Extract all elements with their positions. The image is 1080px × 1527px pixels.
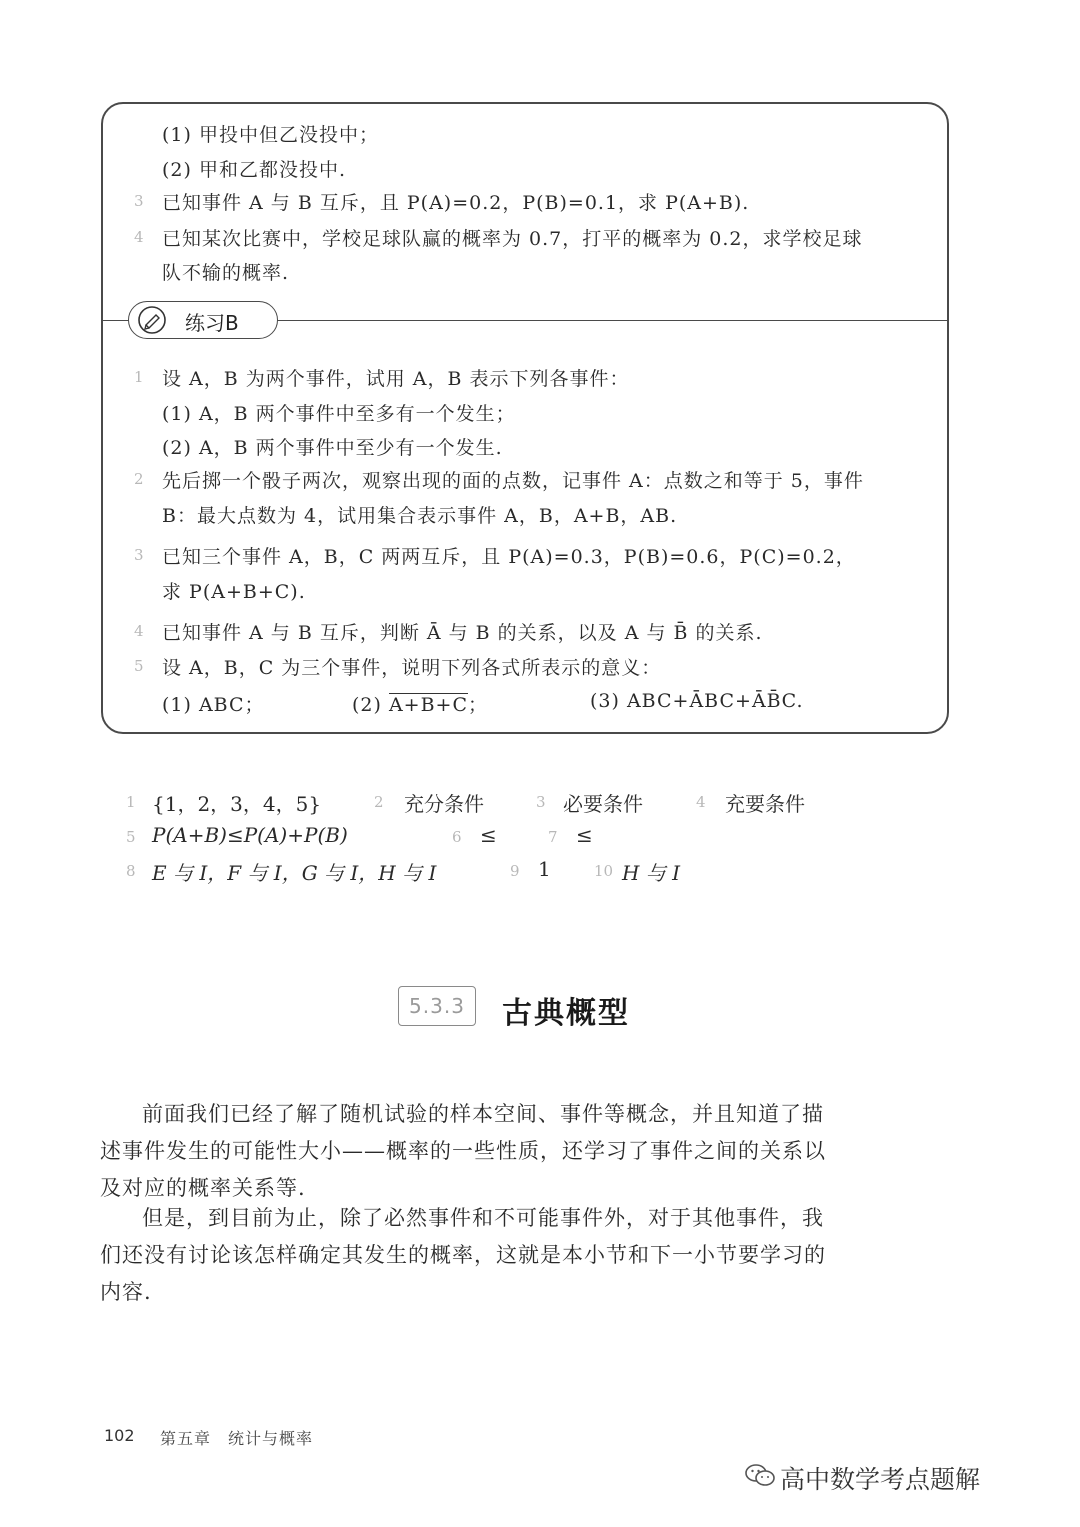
overlined-expression: A+B+C — [388, 694, 469, 716]
expr-suffix: ； — [468, 694, 489, 716]
question-number-mark: 3 — [134, 546, 144, 564]
answer-text: E 与 I，F 与 I，G 与 I，H 与 I — [152, 861, 437, 885]
exercise-line: (3) ABC+ĀBC+ĀB̄C. — [590, 690, 804, 712]
question-number-mark: 1 — [134, 368, 144, 386]
pencil-badge-icon — [137, 305, 167, 335]
exercise-line: (1) A，B 两个事件中至多有一个发生； — [162, 403, 516, 425]
answer-number-mark: 10 — [594, 862, 614, 880]
exercise-question: 先后掷一个骰子两次，观察出现的面的点数，记事件 A：点数之和等于 5，事件 — [162, 470, 864, 492]
watermark — [780, 1460, 980, 1496]
answer-text: 1 — [538, 857, 551, 881]
exercise-line: 队不输的概率. — [162, 262, 290, 284]
question-number-mark: 5 — [134, 657, 144, 675]
wechat-icon — [744, 1462, 776, 1488]
answer-number-mark: 7 — [548, 828, 558, 846]
exercise-question: 已知事件 A 与 B 互斥，且 P(A)=0.2，P(B)=0.1，求 P(A+B). — [162, 192, 750, 214]
exercise-question: 已知三个事件 A，B，C 两两互斥，且 P(A)=0.3，P(B)=0.6，P(C)=0.2， — [162, 546, 856, 568]
answer-text: P(A+B)≤P(A)+P(B) — [152, 823, 348, 847]
section-number-badge: 5.3.3 — [398, 986, 476, 1026]
question-number-mark: 3 — [134, 192, 144, 210]
expr-prefix: (2) — [352, 694, 389, 716]
exercise-line — [352, 690, 488, 717]
page-number: 102 — [104, 1426, 135, 1445]
section-title: 古典概型 — [502, 996, 630, 1031]
exercise-question: 已知某次比赛中，学校足球队赢的概率为 0.7，打平的概率为 0.2，求学校足球 — [162, 228, 863, 250]
answer-number-mark: 2 — [374, 793, 384, 811]
answer-text: ≤ — [576, 823, 593, 847]
question-number-mark: 4 — [134, 228, 144, 246]
answer-text: 充分条件 — [404, 792, 484, 816]
exercise-line: (1) 甲投中但乙没投中； — [162, 124, 379, 146]
question-number-mark: 4 — [134, 622, 144, 640]
exercise-question: 设 A，B 为两个事件，试用 A，B 表示下列各事件： — [162, 368, 630, 390]
answer-text: H 与 I — [622, 861, 681, 885]
answer-number-mark: 5 — [126, 828, 136, 846]
answer-number-mark: 8 — [126, 862, 136, 880]
chapter-label: 第五章 统计与概率 — [160, 1429, 314, 1448]
exercise-line: B：最大点数为 4，试用集合表示事件 A，B，A+B，AB. — [162, 505, 678, 527]
exercise-line: (1) ABC； — [162, 694, 265, 716]
body-paragraph: 但是，到目前为止，除了必然事件和不可能事件外，对于其他事件，我们还没有讨论该怎样确定其发生的概率，这就是本小节和下一小节要学习的内容. — [100, 1206, 826, 1304]
question-number-mark: 2 — [134, 470, 144, 488]
exercise-line: (2) 甲和乙都没投中. — [162, 159, 346, 181]
answer-text: 充要条件 — [725, 792, 805, 816]
body-paragraph: 前面我们已经了解了随机试验的样本空间、事件等概念，并且知道了描述事件发生的可能性大小——概率的一些性质，还学习了事件之间的关系以及对应的概率关系等. — [100, 1102, 826, 1200]
practice-b-label: 练习B — [185, 311, 239, 335]
answer-text: ≤ — [480, 823, 497, 847]
exercise-line: 求 P(A+B+C). — [162, 581, 306, 603]
answer-number-mark: 6 — [452, 828, 462, 846]
practice-b-tag — [128, 301, 278, 339]
exercise-line: (2) A，B 两个事件中至少有一个发生. — [162, 437, 503, 459]
answer-text: 必要条件 — [563, 792, 643, 816]
answer-number-mark: 9 — [510, 862, 520, 880]
exercise-question: 设 A，B，C 为三个事件，说明下列各式所表示的意义： — [162, 657, 662, 679]
answer-number-mark: 4 — [696, 793, 706, 811]
answer-number-mark: 3 — [536, 793, 546, 811]
watermark-text: 高中数学考点题解 — [780, 1465, 981, 1494]
exercise-question: 已知事件 A 与 B 互斥，判断 Ā 与 B 的关系，以及 A 与 B̄ 的关系. — [162, 622, 763, 644]
answer-number-mark: 1 — [126, 793, 136, 811]
answer-text: {1，2，3，4，5} — [152, 792, 322, 816]
